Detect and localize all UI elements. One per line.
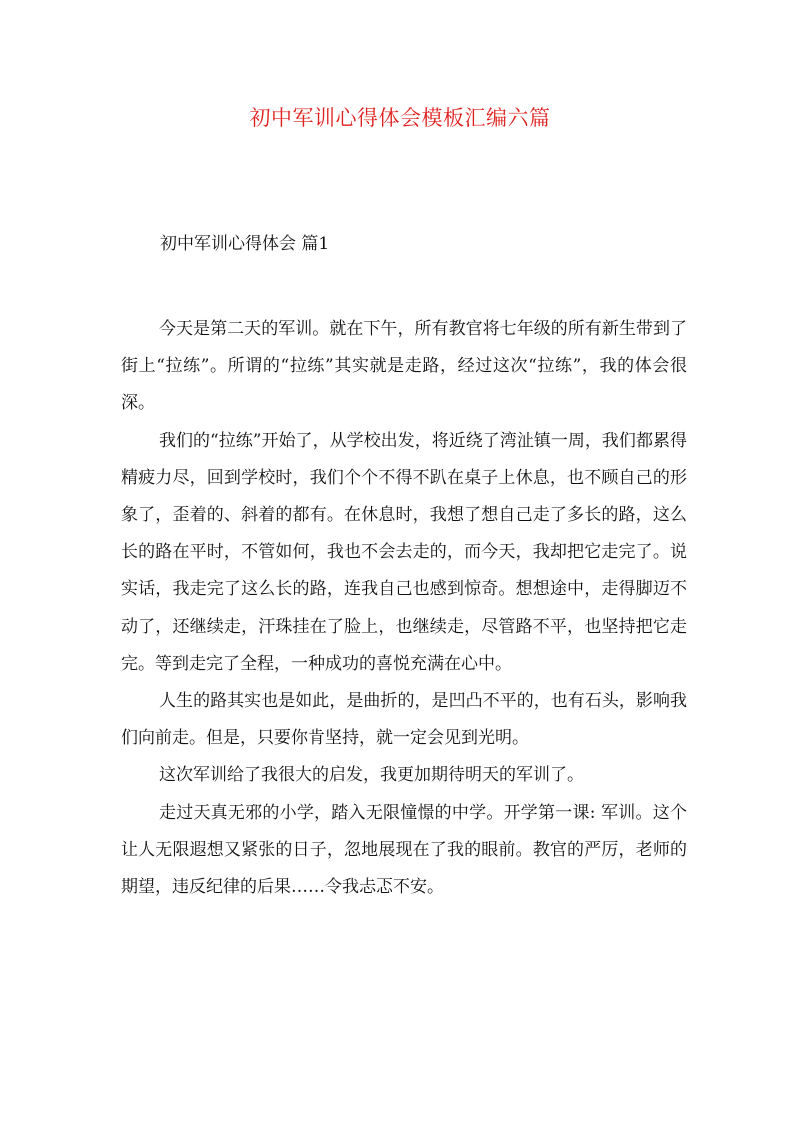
paragraph: 走过天真无邪的小学，踏入无限憧憬的中学。开学第一课: 军训。这个让人无限遐想又紧张的日子，忽地展现在了我的眼前。教官的严厉，老师的期望，违反纪律的后果……令我忐忑不安。 <box>121 802 687 898</box>
paragraph: 我们的“拉练”开始了，从学校出发，将近绕了湾沚镇一周，我们都累得精疲力尽，回到学校时，我们个个不得不趴在桌子上休息，也不顾自己的形象了，歪着的、斜着的都有。在休息时，我想了想自己走了多长的路，这么长的路在平时，不管如何，我也不会去走的，而今天，我却把它走完了。说实话，我走完了这么长的路，连我自己也感到惊奇。想想途中，走得脚迈不动了，还继续走，汗珠挂在了脸上，也继续走，尽管路不平，也坚持把它走完。等到走完了全程，一种成功的喜悦充满在心中。 <box>121 430 687 674</box>
paragraph: 这次军训给了我很大的启发，我更加期待明天的军训了。 <box>159 765 584 786</box>
paragraph: 今天是第二天的军训。就在下午，所有教官将七年级的所有新生带到了街上“拉练”。所谓的“拉练”其实就是走路，经过这次“拉练”，我的体会很深。 <box>121 319 687 414</box>
document-body <box>121 311 687 906</box>
section-heading: 初中军训心得体会 篇1 <box>160 234 330 254</box>
paragraph: 人生的路其实也是如此，是曲折的，是凹凸不平的，也有石头，影响我们向前走。但是，只要你肯坚持，就一定会见到光明。 <box>121 691 687 749</box>
document-title: 初中军训心得体会模板汇编六篇 <box>249 106 551 130</box>
